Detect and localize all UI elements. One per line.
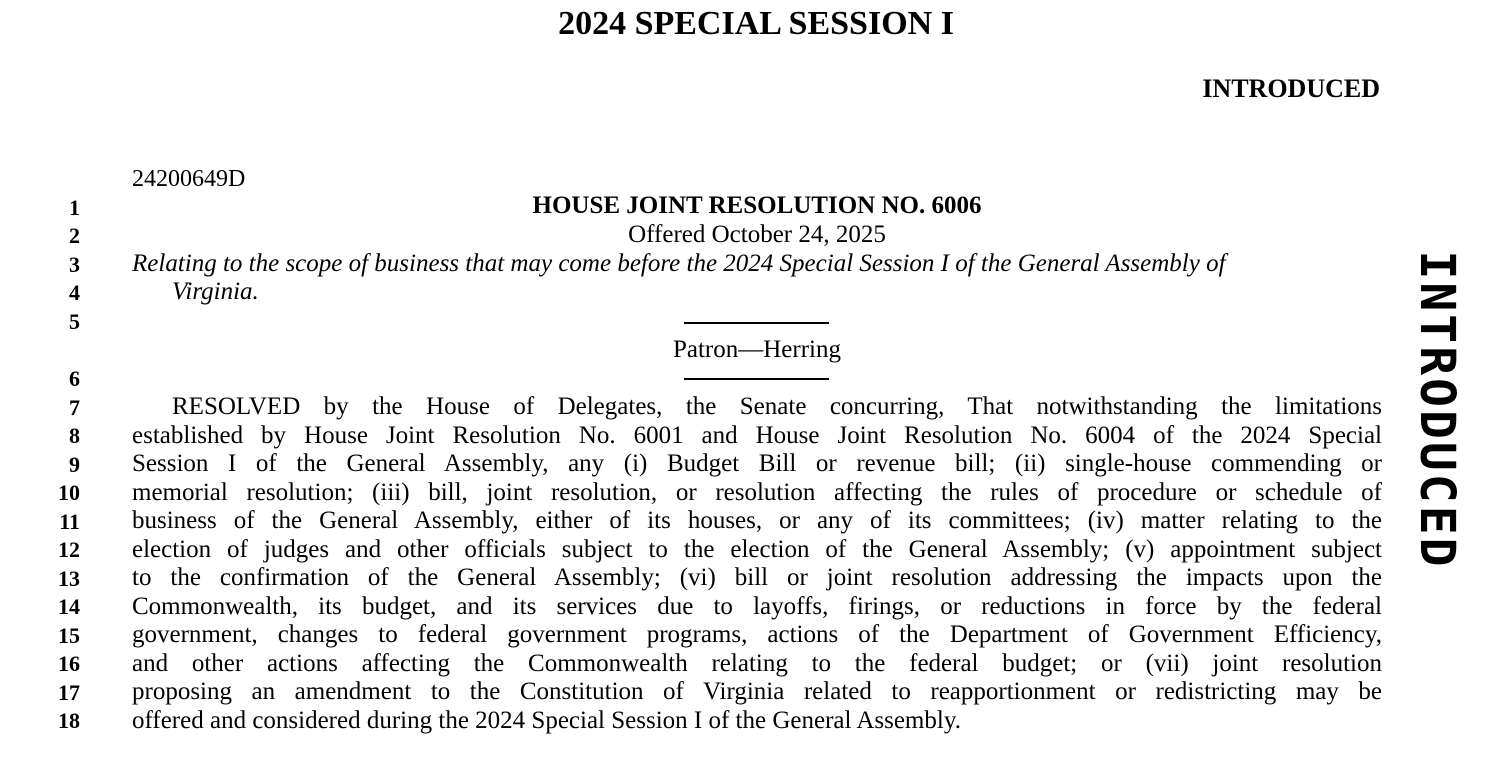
body-line: proposing an amendment to the Constitution of Virginia related to reapportionment or redistricting may be [132, 678, 1382, 705]
subject-line: Virginia. [172, 278, 259, 305]
status-label: INTRODUCED [1202, 74, 1380, 103]
offered-date: Offered October 24, 2025 [628, 221, 886, 248]
line-number: 10 [58, 480, 80, 505]
document-id: 24200649D [132, 166, 246, 192]
introduced-side-stamp-text: INTRODUCED [1409, 250, 1465, 570]
body-line: Session I of the General Assembly, any (i) Budget Bill or revenue bill; (ii) single-house commending or [132, 450, 1382, 477]
line-number: 1 [69, 195, 80, 220]
line-number: 7 [69, 395, 80, 420]
body-line: and other actions affecting the Commonwealth relating to the federal budget; or (vii) joint resolution [132, 650, 1382, 677]
divider-rule [684, 322, 829, 324]
line-number: 12 [58, 537, 80, 562]
divider-rule [684, 378, 829, 380]
resolution-title: HOUSE JOINT RESOLUTION NO. 6006 [532, 192, 982, 219]
body-line: established by House Joint Resolution No. 6001 and House Joint Resolution No. 6004 of the 2024 Special [132, 422, 1382, 449]
line-number: 8 [69, 423, 80, 448]
body-line: election of judges and other officials subject to the election of the General Assembly; (v) appointment subject [132, 536, 1382, 563]
line-number: 4 [69, 280, 80, 305]
body-line: Commonwealth, its budget, and its services due to layoffs, firings, or reductions in force by the federal [132, 593, 1382, 620]
body-line: to the confirmation of the General Assembly; (vi) bill or joint resolution addressing the impacts upon the [132, 564, 1382, 591]
line-number: 2 [69, 223, 80, 248]
body-line: offered and considered during the 2024 Special Session I of the General Assembly. [132, 707, 961, 734]
session-title: 2024 SPECIAL SESSION I [558, 5, 954, 42]
line-number: 9 [69, 452, 80, 477]
line-number: 16 [58, 651, 80, 676]
line-number: 17 [58, 680, 80, 705]
line-number: 11 [59, 509, 80, 534]
line-number: 3 [69, 252, 80, 277]
body-line: government, changes to federal government programs, actions of the Department of Government Efficiency, [132, 621, 1382, 648]
subject-line: Relating to the scope of business that may come before the 2024 Special Session I of the General Assembly of [132, 250, 1226, 277]
body-line: business of the General Assembly, either of its houses, or any of its committees; (iv) matter relating to the [132, 507, 1382, 534]
line-number: 6 [69, 366, 80, 391]
line-number: 13 [58, 566, 80, 591]
line-number: 5 [69, 309, 80, 334]
introduced-side-stamp [1405, 200, 1469, 620]
body-line: memorial resolution; (iii) bill, joint resolution, or resolution affecting the rules of procedure or schedule of [132, 479, 1382, 506]
line-number: 18 [58, 708, 80, 733]
body-line: RESOLVED by the House of Delegates, the Senate concurring, That notwithstanding the limitations [172, 393, 1382, 420]
line-number: 14 [58, 594, 80, 619]
patron-line: Patron—Herring [672, 336, 842, 363]
line-number: 15 [58, 623, 80, 648]
